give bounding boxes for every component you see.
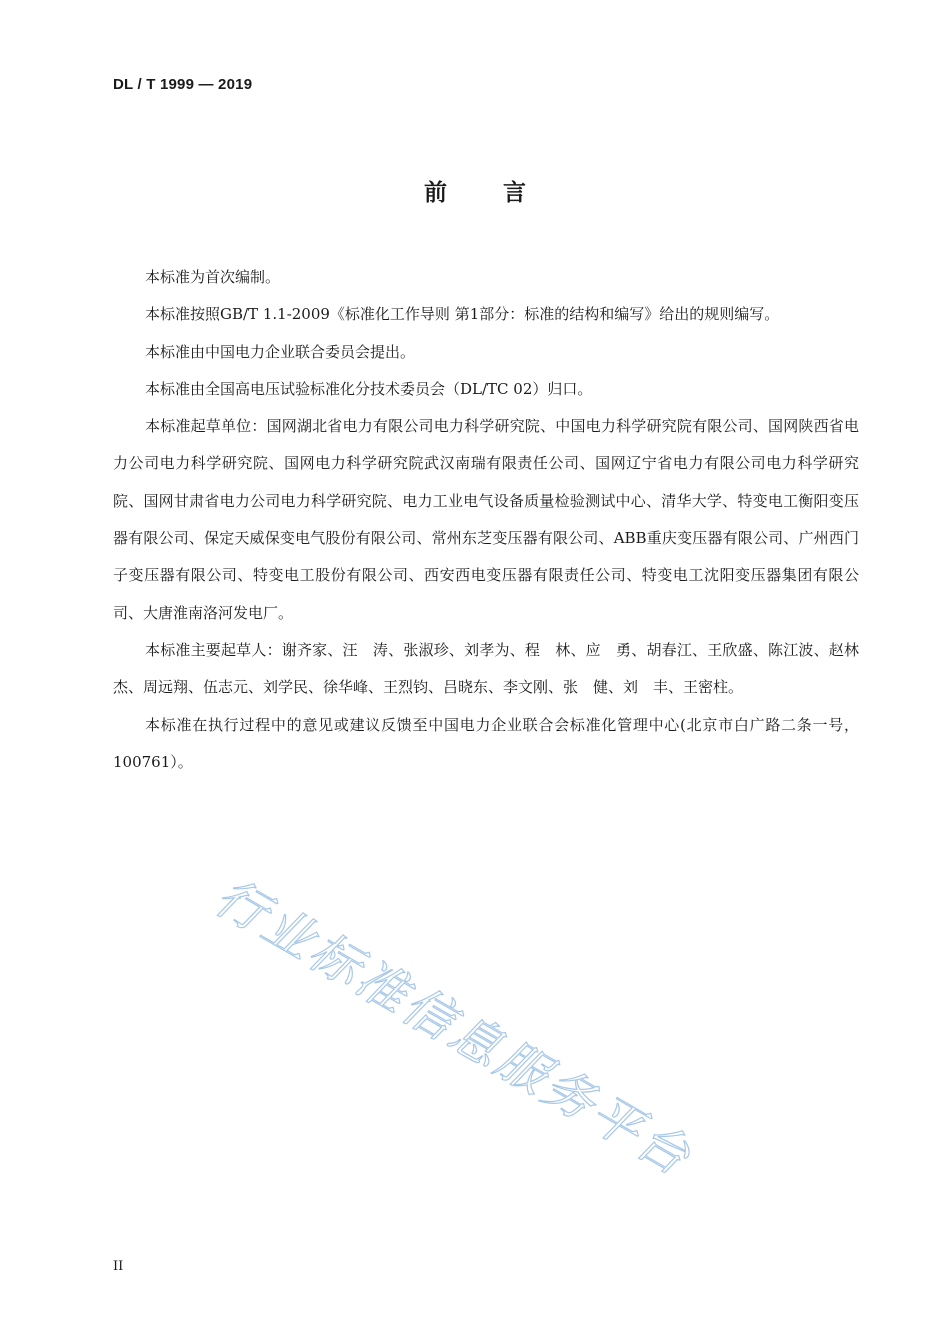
paragraph-drafting-units: 本标准起草单位：国网湖北省电力有限公司电力科学研究院、中国电力科学研究院有限公司、国网陕西省电力公司电力科学研究院、国网电力科学研究院武汉南瑞有限责任公司、国网辽宁省电力有限公司电力科学研究院、国网甘肃省电力公司电力科学研究院、电力工业电气设备质量检验测试中心、清华大学、特变电工衡阳变压器有限公司、保定天威保变电气股份有限公司、常州东芝变压器有限公司、ABB重庆变压器有限公司、广州西门子变压器有限公司、特变电工股份有限公司、西安西电变压器有限责任公司、特变电工沈阳变压器集团有限公司、大唐淮南洛河发电厂。: [113, 417, 859, 622]
page-number: II: [113, 1259, 124, 1274]
foreword-body: [113, 259, 859, 781]
paragraph-first-edition: 本标准为首次编制。: [145, 268, 281, 286]
paragraph-feedback-contact: 本标准在执行过程中的意见或建议反馈至中国电力企业联合会标准化管理中心(北京市白广路二条一号，100761）。: [113, 715, 859, 771]
paragraph-proposed-by: 本标准由中国电力企业联合委员会提出。: [145, 342, 416, 361]
standard-code: DL / T 1999 — 2019: [113, 76, 253, 93]
paragraph-technical-committee: 本标准由全国高电压试验标准化分技术委员会（DL/TC 02）归口。: [145, 379, 593, 398]
page-title: 前言: [424, 180, 582, 206]
watermark-text: 行业标准信息服务平台: [205, 867, 703, 1188]
paragraph-main-drafters: 本标准主要起草人：谢齐家、汪 涛、张淑珍、刘孝为、程 林、应 勇、胡春江、王欣盛、陈江波、赵林杰、周远翔、伍志元、刘学民、徐华峰、王烈钧、吕晓东、李文刚、张 健、刘 丰、王密柱。: [113, 640, 859, 697]
paragraph-drafting-rules: 本标准按照GB/T 1.1-2009《标准化工作导则 第1部分：标准的结构和编写》给出的规则编写。: [145, 305, 780, 324]
